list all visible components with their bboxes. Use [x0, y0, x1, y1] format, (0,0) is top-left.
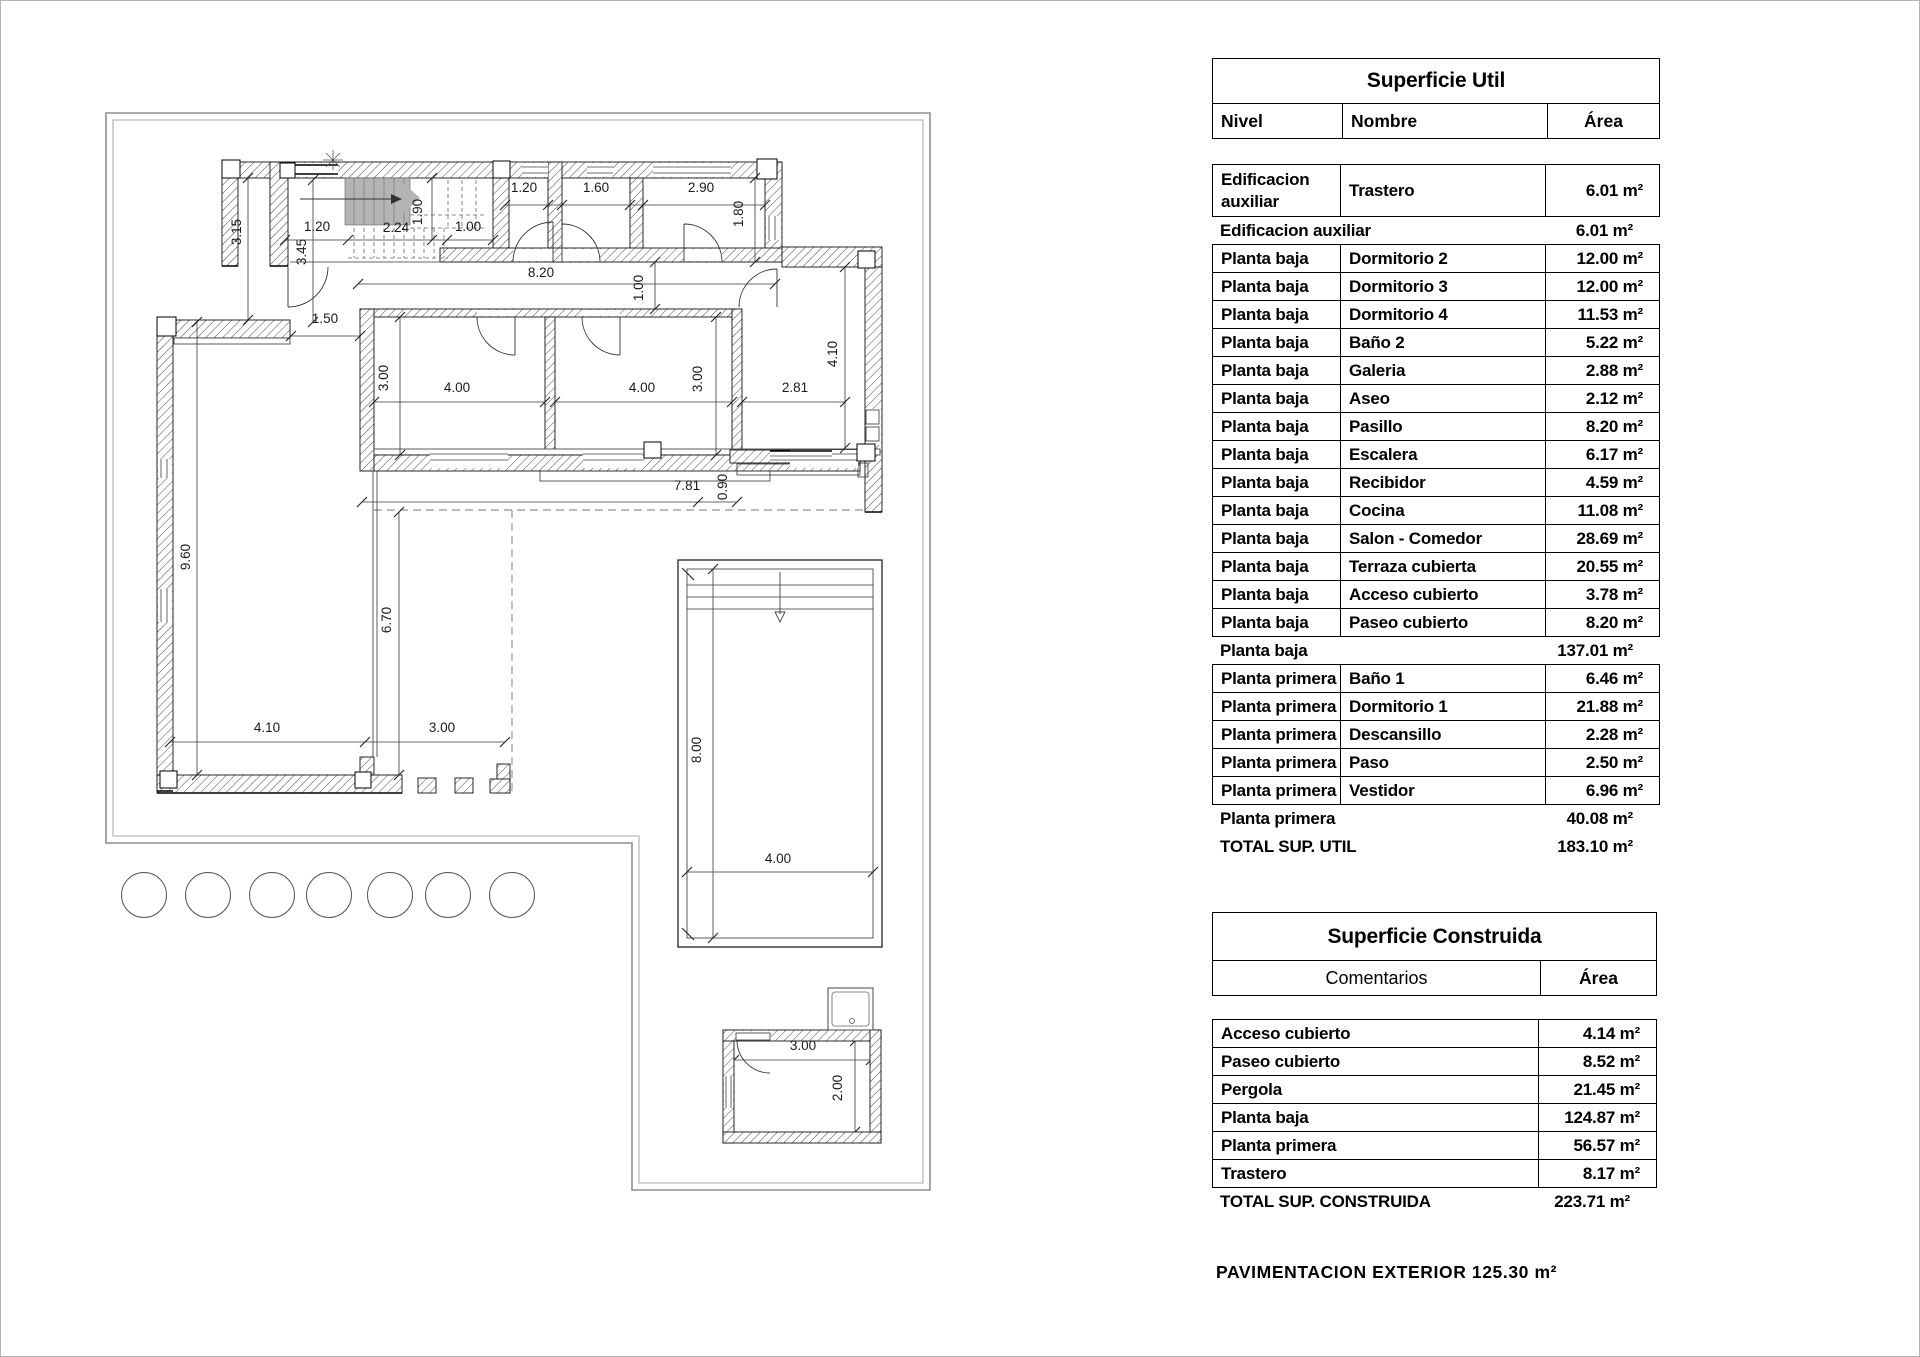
- cell-nivel: Planta baja: [1212, 468, 1341, 497]
- superficie-construida-title: Superficie Construida: [1212, 912, 1657, 961]
- cell-nombre: Dormitorio 3: [1340, 272, 1546, 301]
- table-row: [1212, 497, 1660, 525]
- tree-circles: [122, 873, 535, 918]
- superficie-construida-table: [1212, 912, 1657, 1216]
- cell-nivel: Planta baja: [1212, 524, 1341, 553]
- cell-nivel: Planta primera: [1212, 748, 1341, 777]
- cell-nombre: Dormitorio 2: [1340, 244, 1546, 273]
- column-header-area: Área: [1547, 104, 1659, 138]
- dimension-label: 1.20: [303, 219, 331, 234]
- table-row: [1212, 329, 1660, 357]
- cell-nivel: Planta baja: [1212, 412, 1341, 441]
- cell-nombre: Aseo: [1340, 384, 1546, 413]
- table-row: [1212, 413, 1660, 441]
- table-row: [1212, 441, 1660, 469]
- cell-nombre: Escalera: [1340, 440, 1546, 469]
- cell-comentario: Pergola: [1212, 1075, 1539, 1104]
- cell-area: 6.01 m²: [1545, 164, 1660, 217]
- column-header-comentarios: Comentarios: [1325, 967, 1428, 988]
- table-row: [1212, 357, 1660, 385]
- table-row: [1212, 525, 1660, 553]
- auxiliary-building: [723, 988, 881, 1143]
- cell-nombre: Vestidor: [1340, 776, 1546, 805]
- cell-comentario: Acceso cubierto: [1212, 1019, 1539, 1048]
- cell-nombre: Recibidor: [1340, 468, 1546, 497]
- dimension-label: 4.00: [628, 380, 656, 395]
- cell-nivel: Planta baja: [1212, 328, 1341, 357]
- property-boundary: [106, 113, 930, 1190]
- dimension-label: 1.50: [311, 311, 339, 326]
- table-row: [1212, 637, 1660, 665]
- cell-nombre: Dormitorio 4: [1340, 300, 1546, 329]
- cell-nivel: Planta baja: [1212, 552, 1341, 581]
- cell-area: 6.17 m²: [1545, 440, 1660, 469]
- table-row: [1212, 1048, 1657, 1076]
- tree-circle: [307, 873, 352, 918]
- cell-nombre: [1341, 217, 1546, 245]
- cell-area: 137.01 m²: [1557, 641, 1633, 660]
- table-row: [1212, 1132, 1657, 1160]
- table-row: [1212, 1160, 1657, 1188]
- cell-area: 21.45 m²: [1538, 1075, 1657, 1104]
- cell-comentario: TOTAL SUP. CONSTRUIDA: [1220, 1192, 1431, 1211]
- cell-nombre: Dormitorio 1: [1340, 692, 1546, 721]
- cell-comentario: Planta primera: [1212, 1131, 1539, 1160]
- superficie-util-table: [1212, 58, 1660, 861]
- cell-area: 2.88 m²: [1545, 356, 1660, 385]
- cell-area: 21.88 m²: [1545, 692, 1660, 721]
- cell-area: 5.22 m²: [1545, 328, 1660, 357]
- cell-comentario: Paseo cubierto: [1212, 1047, 1539, 1076]
- table-row: [1212, 1076, 1657, 1104]
- cell-nivel: Planta primera: [1220, 809, 1336, 828]
- tree-circle: [490, 873, 535, 918]
- superficie-construida-rows: [1212, 1020, 1657, 1216]
- dimension-label: 9.60: [178, 543, 193, 571]
- cell-area: 8.17 m²: [1538, 1159, 1657, 1188]
- dimension-label: 8.00: [689, 736, 704, 764]
- dimension-label: 2.90: [687, 180, 715, 195]
- cell-nombre: Salon - Comedor: [1340, 524, 1546, 553]
- dimension-label: 4.00: [764, 851, 792, 866]
- superficie-util-rows: [1212, 165, 1660, 861]
- cell-area: 2.50 m²: [1545, 748, 1660, 777]
- superficie-util-title: Superficie Util: [1212, 58, 1660, 104]
- table-row: [1212, 721, 1660, 749]
- cell-nombre: [1341, 833, 1546, 861]
- cell-nivel: Planta baja: [1212, 496, 1341, 525]
- dimension-label: 4.10: [253, 720, 281, 735]
- table-row: [1212, 833, 1660, 861]
- table-row: [1212, 165, 1660, 217]
- dimension-label: 2.24: [382, 220, 410, 235]
- cell-nombre: [1341, 637, 1546, 665]
- table-row: [1212, 749, 1660, 777]
- dimension-label: 1.00: [631, 274, 646, 302]
- table-row: [1212, 1104, 1657, 1132]
- cell-area: 8.52 m²: [1538, 1047, 1657, 1076]
- table-row: [1212, 1020, 1657, 1048]
- dimension-labels: [178, 180, 845, 1101]
- table-row: [1212, 273, 1660, 301]
- table-row: [1212, 609, 1660, 637]
- cell-area: 56.57 m²: [1538, 1131, 1657, 1160]
- dimension-label: 4.00: [443, 380, 471, 395]
- cell-nivel: Planta primera: [1212, 692, 1341, 721]
- pergola-dashed-outline: [374, 510, 868, 795]
- cell-area: 11.53 m²: [1545, 300, 1660, 329]
- dimension-label: 3.00: [690, 365, 705, 393]
- cell-nombre: [1341, 805, 1546, 833]
- cell-area: 4.59 m²: [1545, 468, 1660, 497]
- cell-nivel: Planta baja: [1212, 384, 1341, 413]
- dimension-label: 7.81: [673, 478, 701, 493]
- cell-area: 6.96 m²: [1545, 776, 1660, 805]
- tree-circle: [426, 873, 471, 918]
- cell-nivel: TOTAL SUP. UTIL: [1220, 837, 1357, 856]
- dimension-label: 3.00: [376, 364, 391, 392]
- column-header-nombre: Nombre: [1342, 104, 1547, 138]
- tree-circle: [368, 873, 413, 918]
- cell-nivel: Planta primera: [1212, 720, 1341, 749]
- cell-nivel: Planta baja: [1212, 244, 1341, 273]
- dimension-label: 3.15: [229, 218, 244, 246]
- cell-area: 223.71 m²: [1554, 1192, 1630, 1211]
- column-header-nivel: Nivel: [1221, 110, 1263, 131]
- tree-circle: [186, 873, 231, 918]
- table-row: [1212, 385, 1660, 413]
- cell-area: 124.87 m²: [1538, 1103, 1657, 1132]
- dimension-lines: [165, 173, 878, 1137]
- cell-area: 2.28 m²: [1545, 720, 1660, 749]
- cell-comentario: Trastero: [1212, 1159, 1539, 1188]
- table-row: [1212, 693, 1660, 721]
- cell-nivel: Planta baja: [1212, 608, 1341, 637]
- cell-area: 8.20 m²: [1545, 608, 1660, 637]
- cell-area: 12.00 m²: [1545, 244, 1660, 273]
- table-row: [1212, 469, 1660, 497]
- table-row: [1212, 1188, 1657, 1216]
- cell-nombre: Baño 1: [1340, 664, 1546, 693]
- table-row: [1212, 581, 1660, 609]
- swimming-pool: [678, 560, 882, 947]
- cell-nombre: Terraza cubierta: [1340, 552, 1546, 581]
- cell-area: 183.10 m²: [1557, 837, 1633, 856]
- cell-area: 20.55 m²: [1545, 552, 1660, 581]
- cell-nombre: Paso: [1340, 748, 1546, 777]
- cell-nivel: Planta primera: [1212, 664, 1341, 693]
- column-header-area: Área: [1540, 961, 1656, 995]
- dimension-label: 2.00: [830, 1074, 845, 1102]
- cell-nombre: Descansillo: [1340, 720, 1546, 749]
- cell-area: 40.08 m²: [1566, 809, 1633, 828]
- dimension-label: 3.00: [428, 720, 456, 735]
- dimension-label: 8.20: [527, 265, 555, 280]
- dimension-label: 6.70: [379, 606, 394, 634]
- superficie-construida-header-row: [1212, 961, 1657, 996]
- cell-nombre: Acceso cubierto: [1340, 580, 1546, 609]
- cell-nombre: Galeria: [1340, 356, 1546, 385]
- cell-nivel: Planta baja: [1212, 356, 1341, 385]
- cell-nombre: Paseo cubierto: [1340, 608, 1546, 637]
- dimension-label: 3.45: [294, 238, 309, 266]
- dimension-label: 4.10: [825, 340, 840, 368]
- tree-circle: [250, 873, 295, 918]
- dimension-label: 1.60: [582, 180, 610, 195]
- dimension-label: 1.00: [454, 219, 482, 234]
- dimension-label: 3.00: [789, 1038, 817, 1053]
- table-row: [1212, 665, 1660, 693]
- dimension-label: 1.90: [410, 198, 425, 226]
- cell-area: 12.00 m²: [1545, 272, 1660, 301]
- tree-circle: [122, 873, 167, 918]
- dimension-label: 1.80: [731, 200, 746, 228]
- cell-nivel: Planta baja: [1212, 272, 1341, 301]
- table-row: [1212, 301, 1660, 329]
- cell-nombre: Cocina: [1340, 496, 1546, 525]
- superficie-util-header-row: [1212, 104, 1660, 139]
- table-row: [1212, 245, 1660, 273]
- cell-nombre: Trastero: [1340, 164, 1546, 217]
- cell-nivel: Edificacion auxiliar: [1212, 164, 1341, 217]
- table-row: [1212, 777, 1660, 805]
- cell-nombre: Pasillo: [1340, 412, 1546, 441]
- cell-area: 3.78 m²: [1545, 580, 1660, 609]
- cell-area: 6.01 m²: [1575, 221, 1633, 240]
- table-row: [1212, 553, 1660, 581]
- cell-nivel: Planta baja: [1212, 300, 1341, 329]
- cell-area: 6.46 m²: [1545, 664, 1660, 693]
- windows: [158, 163, 881, 622]
- table-row: [1212, 805, 1660, 833]
- cell-nivel: Planta baja: [1212, 440, 1341, 469]
- cell-area: 2.12 m²: [1545, 384, 1660, 413]
- dimension-label: 1.20: [510, 180, 538, 195]
- cell-nombre: Baño 2: [1340, 328, 1546, 357]
- cell-area: 28.69 m²: [1545, 524, 1660, 553]
- pavimentacion-note: PAVIMENTACION EXTERIOR 125.30 m²: [1216, 1262, 1558, 1282]
- cell-area: 11.08 m²: [1545, 496, 1660, 525]
- cell-nivel: Planta baja: [1212, 580, 1341, 609]
- cell-comentario: Planta baja: [1212, 1103, 1539, 1132]
- cell-area: 8.20 m²: [1545, 412, 1660, 441]
- cell-nivel: Planta primera: [1212, 776, 1341, 805]
- table-row: [1212, 217, 1660, 245]
- cell-nivel: Edificacion auxiliar: [1220, 221, 1371, 240]
- cell-area: 4.14 m²: [1538, 1019, 1657, 1048]
- cell-nivel: Planta baja: [1220, 641, 1308, 660]
- dimension-label: 2.81: [781, 380, 809, 395]
- dimension-label: 0.90: [715, 473, 730, 501]
